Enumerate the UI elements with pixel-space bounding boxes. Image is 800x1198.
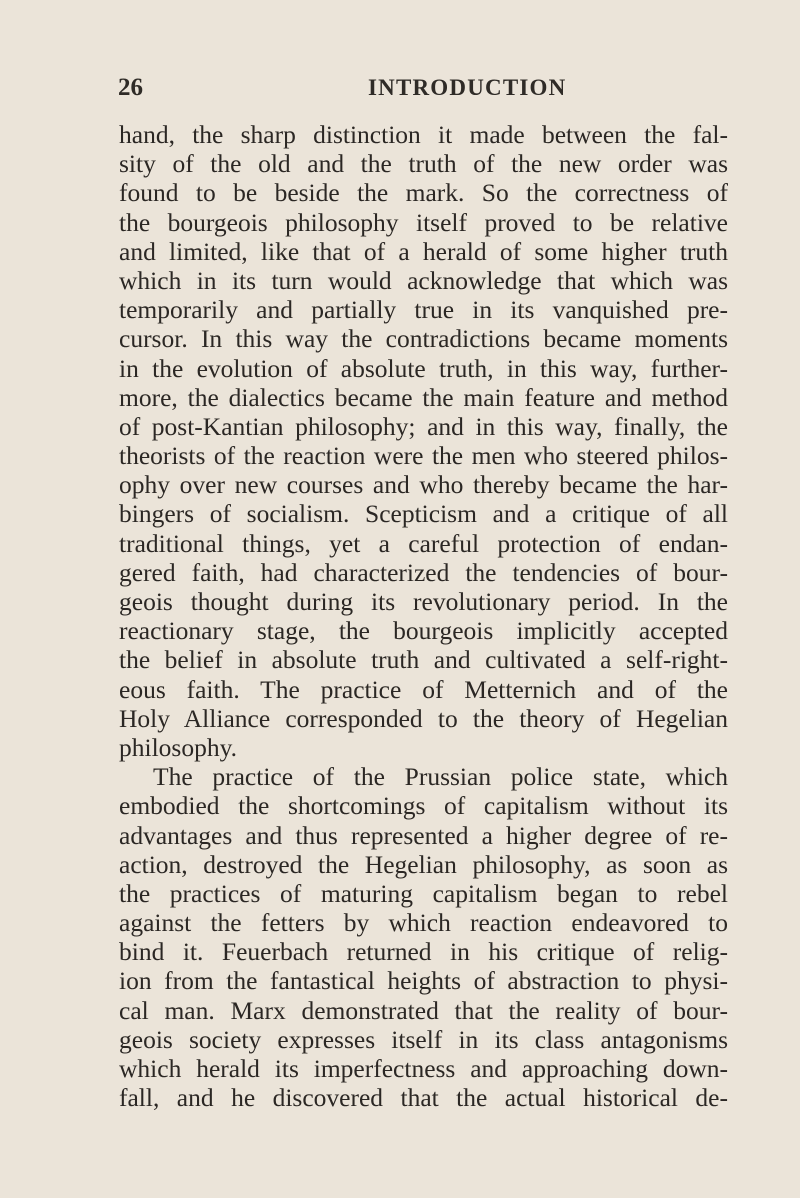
text-line: sity of the old and the truth of the new order was — [119, 149, 728, 179]
running-head: INTRODUCTION — [368, 75, 567, 100]
text-line: geois thought during its revolutionary period. In the — [119, 587, 728, 616]
text-line: which herald its imperfectness and approaching down- — [119, 1054, 728, 1083]
text-line: the bourgeois philosophy itself proved to be relative — [119, 207, 728, 237]
text-line: fall, and he discovered that the actual historical de- — [119, 1083, 728, 1113]
text-line: gered faith, had characterized the tendencies of bour- — [119, 557, 728, 587]
text-line: philosophy. — [119, 732, 238, 762]
text-line: and limited, like that of a herald of some higher truth — [119, 236, 728, 266]
text-line: geois society expresses itself in its class antagonisms — [119, 1024, 728, 1054]
text-line: theorists of the reaction were the men who steered philos- — [119, 441, 728, 471]
text-line: more, the dialectics became the main feature and method — [119, 382, 728, 412]
text-line: temporarily and partially true in its vanquished pre- — [119, 295, 728, 325]
text-line: the practices of maturing capitalism began to rebel — [119, 878, 728, 908]
text-line: cursor. In this way the contradictions became moments — [119, 324, 728, 354]
text-line: which in its turn would acknowledge that which was — [119, 265, 728, 295]
text-line: against the fetters by which reaction endeavored to — [119, 908, 728, 938]
page-header — [118, 74, 718, 110]
text-line: ophy over new courses and who thereby became the har- — [119, 470, 728, 500]
text-line: bind it. Feuerbach returned in his critique of relig- — [119, 937, 728, 967]
text-line: eous faith. The practice of Metternich and of the — [119, 674, 728, 704]
text-line: The practice of the Prussian police state, which — [153, 762, 728, 792]
text-line: the belief in absolute truth and cultivated a self-right- — [119, 645, 728, 675]
text-line: found to be beside the mark. So the correctness of — [119, 178, 728, 208]
text-line: hand, the sharp distinction it made between the fal- — [119, 120, 728, 149]
text-line: ion from the fantastical heights of abstraction to physi- — [119, 966, 728, 996]
text-line: of post-Kantian philosophy; and in this way, finally, the — [119, 411, 728, 441]
text-line: embodied the shortcomings of capitalism without its — [119, 791, 728, 821]
text-line: reactionary stage, the bourgeois implicitly accepted — [119, 616, 728, 646]
text-line: cal man. Marx demonstrated that the reality of bour- — [119, 995, 728, 1025]
page-number: 26 — [118, 74, 143, 101]
text-line: traditional things, yet a careful protection of endan- — [119, 528, 728, 558]
text-line: bingers of socialism. Scepticism and a critique of all — [119, 499, 728, 529]
text-line: advantages and thus represented a higher degree of re- — [119, 820, 728, 850]
text-line: Holy Alliance corresponded to the theory of Hegelian — [119, 703, 728, 733]
text-line: action, destroyed the Hegelian philosophy, as soon as — [119, 849, 728, 879]
body-text — [119, 120, 728, 1112]
text-line: in the evolution of absolute truth, in this way, further- — [119, 353, 728, 383]
